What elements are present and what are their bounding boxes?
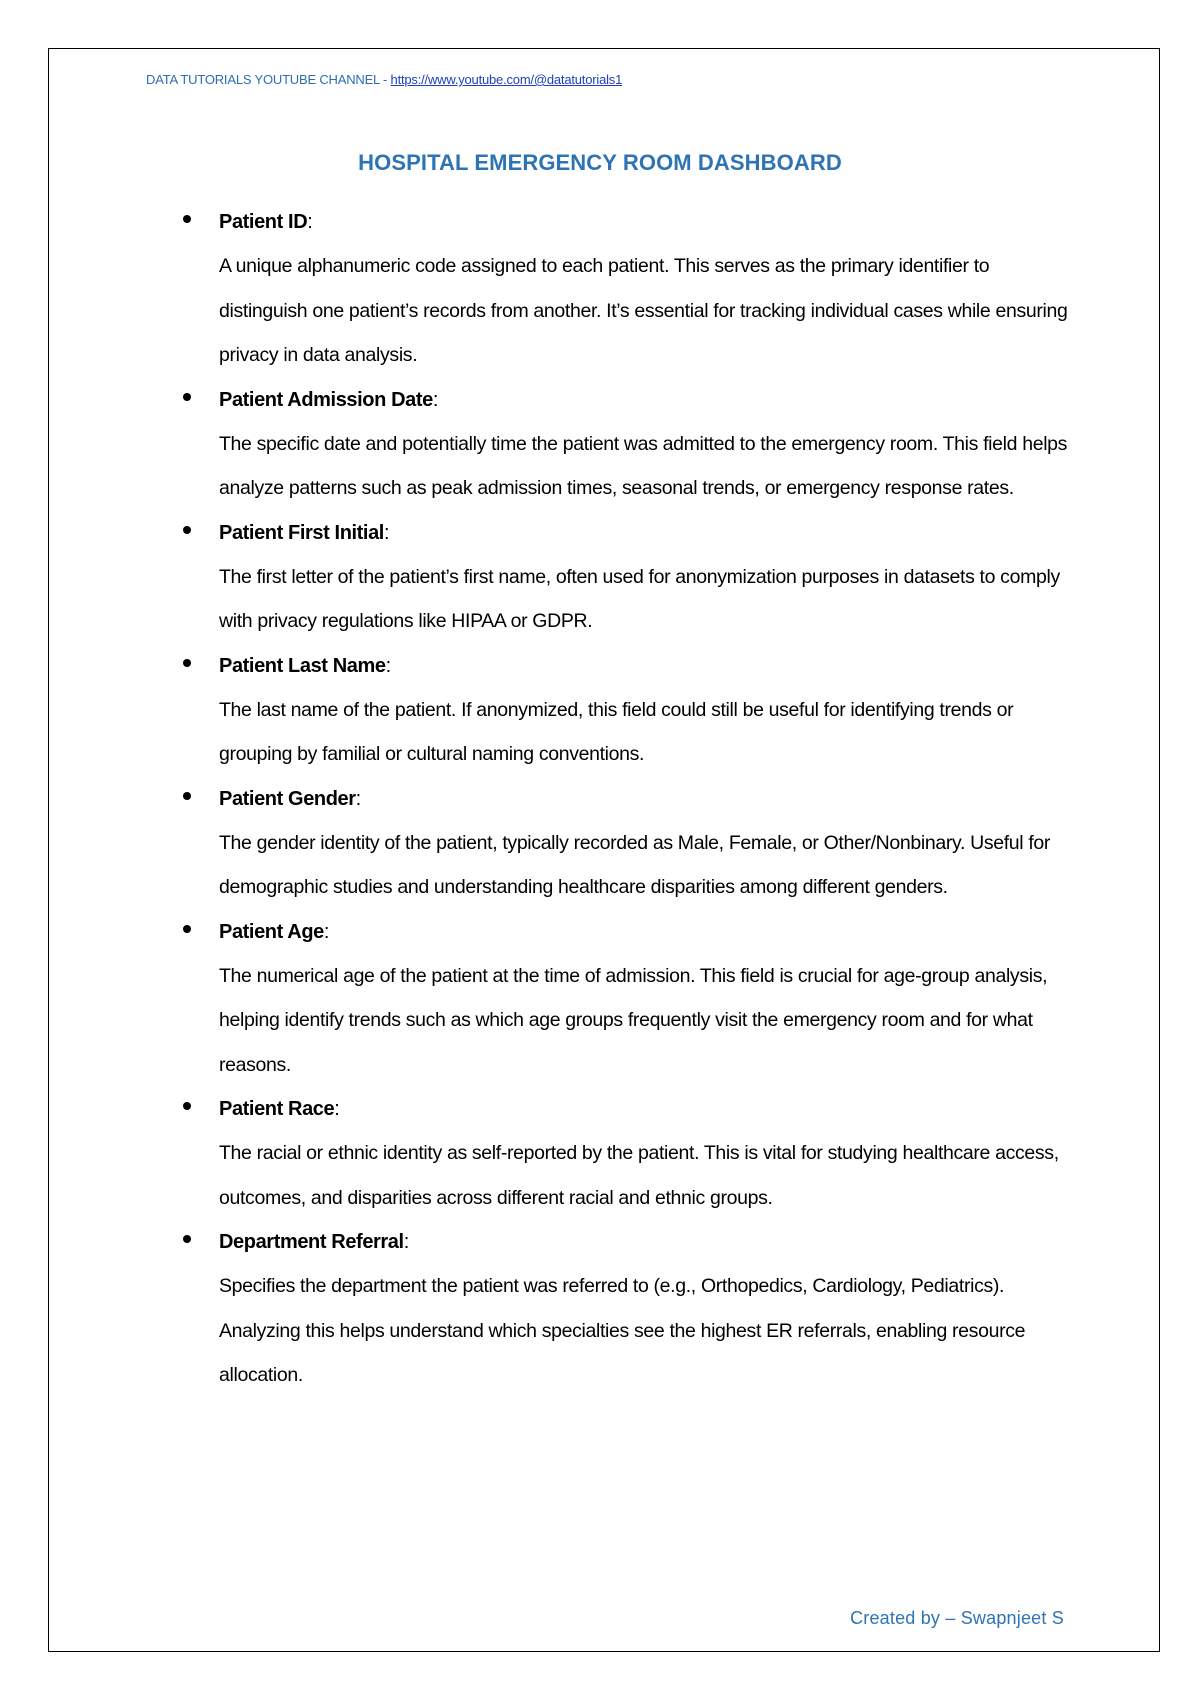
field-name: Patient Admission Date : — [219, 388, 439, 411]
field-description: The specific date and potentially time the patient was admitted to the emergency room. This field helps analyze patterns such as peak admission times, seasonal trends, or emergency response rates. — [219, 432, 1068, 499]
field-name: Patient Last Name : — [219, 654, 391, 677]
field-description: The racial or ethnic identity as self-reported by the patient. This is vital for studying healthcare access, outcomes, and disparities across different racial and ethnic groups. — [219, 1142, 1059, 1209]
bullet-icon — [183, 1102, 191, 1110]
field-name: Patient Race : — [219, 1098, 340, 1120]
list-item — [0, 777, 1079, 910]
bullet-icon — [183, 925, 191, 933]
list-item — [0, 1087, 1079, 1220]
page-title: HOSPITAL EMERGENCY ROOM DASHBOARD — [358, 150, 842, 175]
field-definition-list — [0, 200, 1200, 1398]
bullet-icon — [183, 393, 191, 401]
footer-credit: Created by – Swapnjeet S — [850, 1608, 1064, 1628]
field-description: The last name of the patient. If anonymized, this field could still be useful for identifying trends or grouping by familial or cultural naming conventions. — [219, 698, 1014, 765]
channel-header — [146, 72, 622, 87]
field-description: Specifies the department the patient was referred to (e.g., Orthopedics, Cardiology, Pediatrics). Analyzing this helps understand which specialties see the highest ER referrals, enabling resource allocation. — [219, 1275, 1026, 1386]
field-name: Patient Gender : — [219, 787, 361, 810]
list-item — [0, 511, 1079, 644]
list-item — [0, 644, 1079, 777]
field-description: A unique alphanumeric code assigned to each patient. This serves as the primary identifier to distinguish one patient’s records from another. It’s essential for tracking individual cases while ensuring privacy in data analysis. — [219, 255, 1068, 366]
field-description: The first letter of the patient’s first name, often used for anonymization purposes in datasets to comply with privacy regulations like HIPAA or GDPR. — [219, 565, 1060, 632]
field-description: The numerical age of the patient at the time of admission. This field is crucial for age-group analysis, helping identify trends such as which age groups frequently visit the emergency room and for what reasons. — [219, 964, 1048, 1076]
bullet-icon — [183, 1235, 191, 1243]
field-name: Patient First Initial : — [219, 521, 390, 544]
bullet-icon — [183, 659, 191, 667]
bullet-icon — [183, 215, 191, 223]
channel-link[interactable]: https://www.youtube.com/@datatutorials1 — [390, 72, 623, 87]
list-item — [0, 200, 1079, 378]
channel-label: DATA TUTORIALS YOUTUBE CHANNEL - — [146, 72, 391, 87]
field-name: Department Referral : — [219, 1231, 409, 1253]
field-name: Patient ID : — [219, 211, 313, 233]
field-name: Patient Age : — [219, 920, 330, 943]
list-item — [0, 1220, 1079, 1398]
field-description: The gender identity of the patient, typically recorded as Male, Female, or Other/Nonbinary. Useful for demographic studies and understanding healthcare disparities among different genders. — [219, 831, 1051, 898]
bullet-icon — [183, 792, 191, 800]
list-item — [0, 910, 1079, 1088]
list-item — [0, 378, 1079, 511]
bullet-icon — [183, 526, 191, 534]
